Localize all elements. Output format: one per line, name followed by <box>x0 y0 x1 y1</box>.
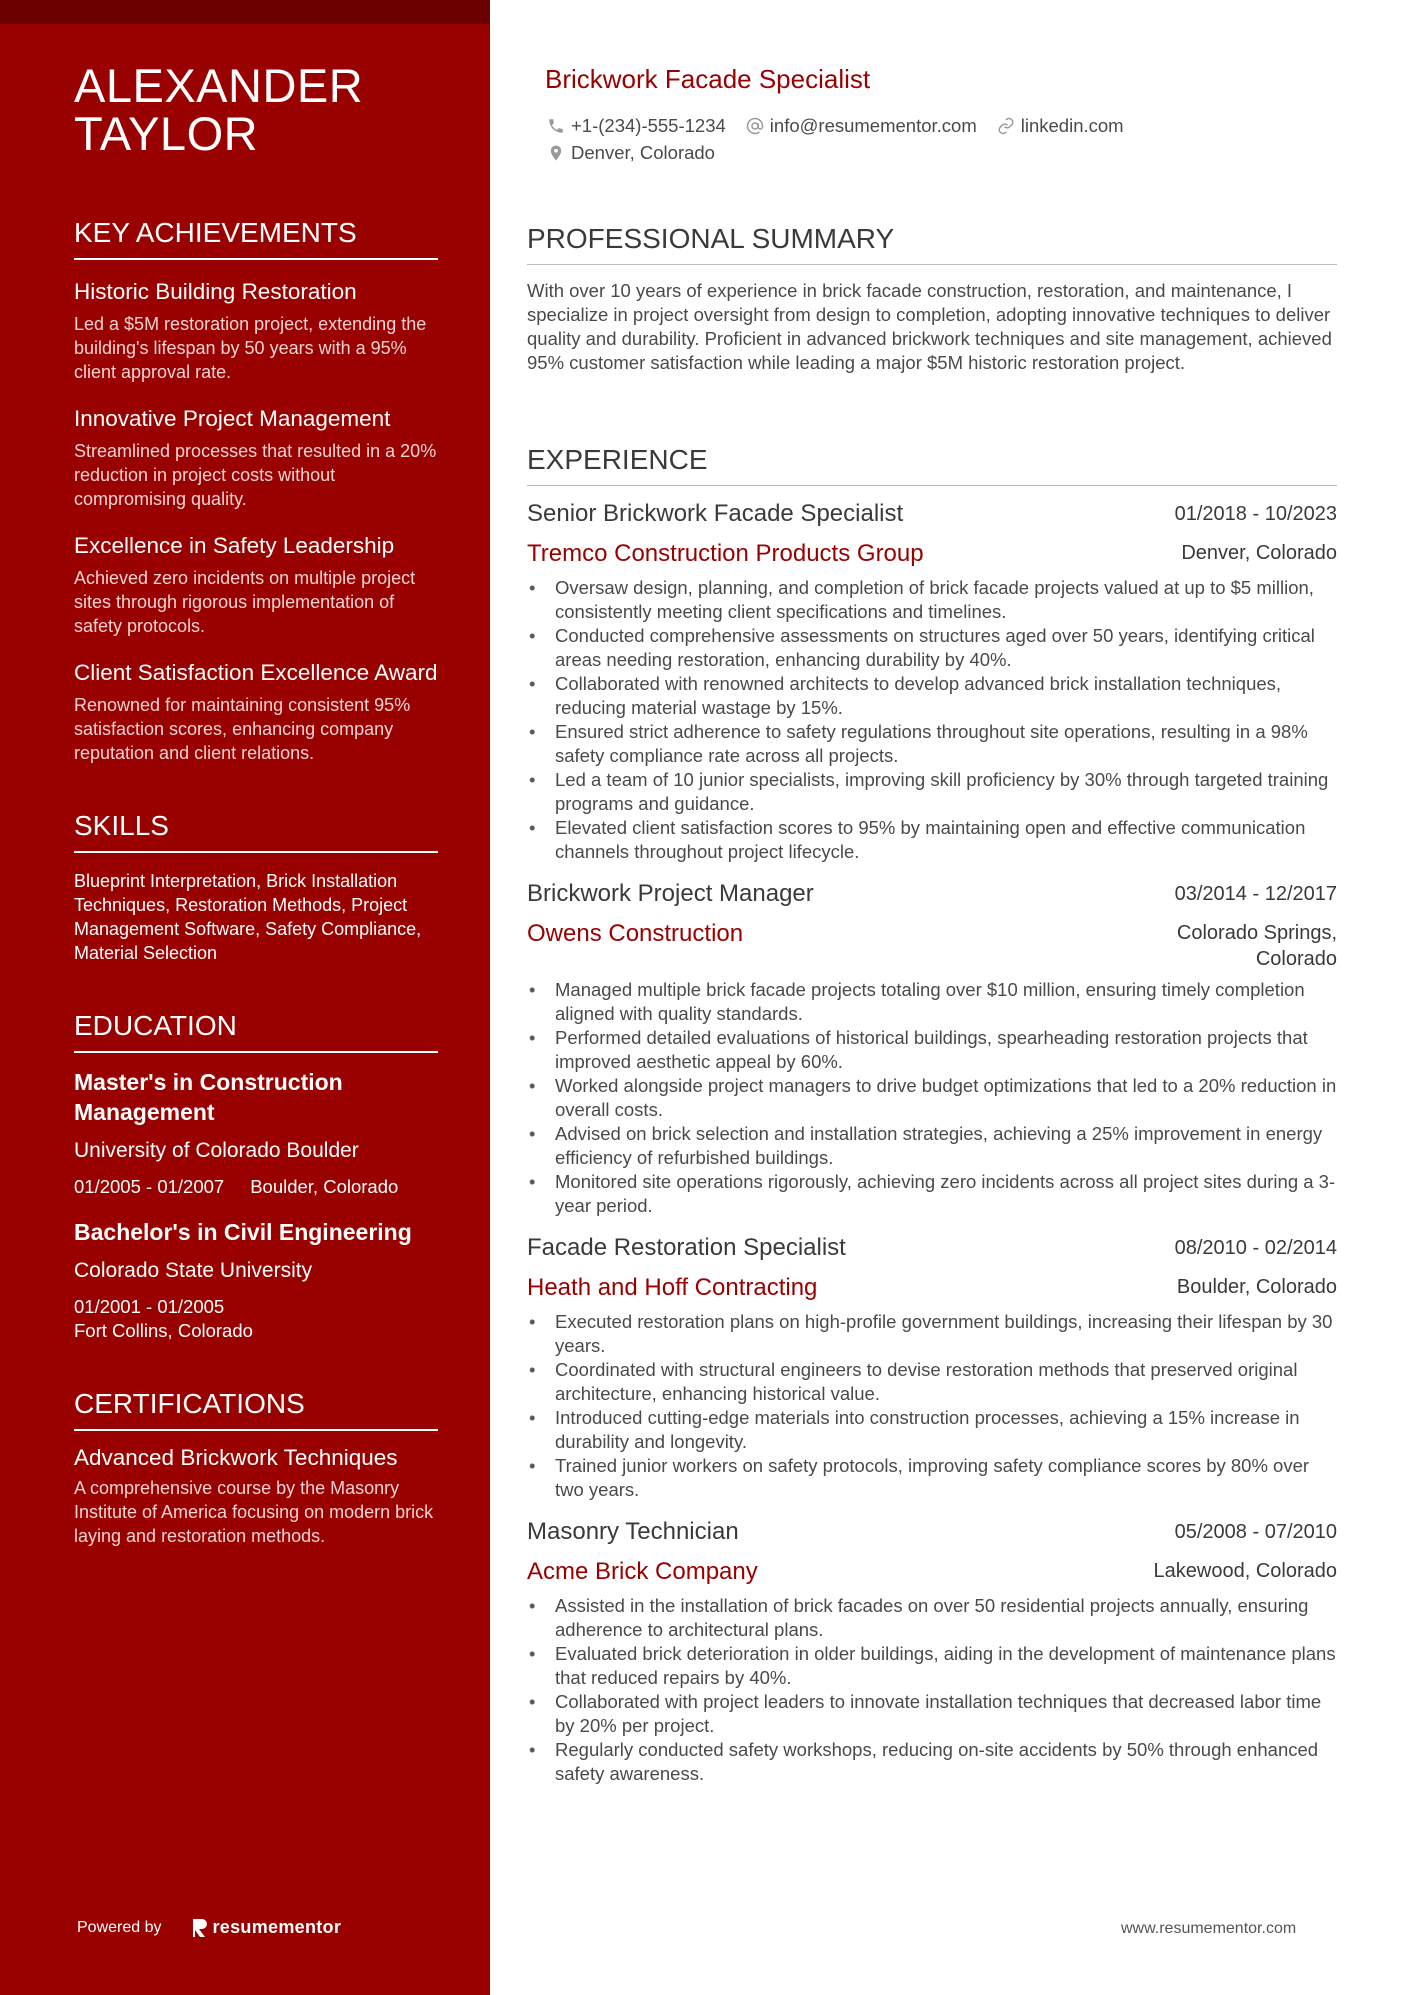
at-sign-icon <box>746 117 764 135</box>
achievement-title: Excellence in Safety Leadership <box>74 533 395 558</box>
job-dates: 05/2008 - 07/2010 <box>1174 1521 1337 1543</box>
list-item: • Collaborated with project leaders to innovate installation techniques that decreased labor time by 20% per project. <box>527 1690 1337 1738</box>
achievement-item <box>74 277 438 384</box>
candidate-name: ALEXANDER TAYLOR <box>74 59 364 160</box>
job-entry <box>527 1516 1337 1786</box>
achievement-item <box>74 531 438 638</box>
contact-location <box>547 142 715 164</box>
job-location: Boulder, Colorado <box>1176 1276 1337 1298</box>
certifications-section <box>74 1387 438 1548</box>
contact-linkedin[interactable] <box>997 115 1124 137</box>
list-item: • Led a team of 10 junior specialists, improving skill proficiency by 30% through targeted training programs and guidance. <box>527 768 1337 816</box>
list-item: • Advised on brick selection and installation strategies, achieving a 25% improvement in energy efficiency of refurbished buildings. <box>527 1122 1337 1170</box>
education-heading: EDUCATION <box>74 1009 438 1053</box>
powered-by <box>77 1917 341 1938</box>
list-item: • Conducted comprehensive assessments on structures aged over 50 years, identifying critical areas needing restoration, enhancing durability by 40%. <box>527 624 1337 672</box>
company-name: Acme Brick Company <box>527 1558 758 1585</box>
sidebar <box>0 0 490 1995</box>
job-title: Facade Restoration Specialist <box>527 1234 846 1261</box>
job-dates: 01/2018 - 10/2023 <box>1174 503 1337 525</box>
education-item <box>74 1217 438 1343</box>
job-bullets <box>527 1594 1337 1786</box>
job-entry <box>527 498 1337 864</box>
job-entry <box>527 878 1337 1218</box>
company-name: Owens Construction <box>527 920 744 947</box>
education-meta <box>74 1175 438 1199</box>
list-item: • Ensured strict adherence to safety regulations throughout site operations, resulting in a 98% safety compliance rate across all projects. <box>527 720 1337 768</box>
skills-list: Blueprint Interpretation, Brick Installation Techniques, Restoration Methods, Project Management Software, Safety Compliance, Material Selection <box>74 871 422 963</box>
footer-url[interactable]: www.resumementor.com <box>1121 1920 1297 1937</box>
education-school: University of Colorado Boulder <box>74 1139 359 1162</box>
brand-name: resumementor <box>212 1917 342 1937</box>
job-location: Colorado Springs, Colorado <box>1176 922 1337 970</box>
education-degree: Bachelor's in Civil Engineering <box>74 1219 412 1245</box>
list-item: • Elevated client satisfaction scores to 95% by maintaining open and effective communication channels throughout project lifecycle. <box>527 816 1337 864</box>
contact-info <box>547 112 1307 166</box>
contact-email[interactable] <box>746 115 977 137</box>
job-dates: 08/2010 - 02/2014 <box>1174 1237 1337 1259</box>
powered-by-label: Powered by <box>77 1918 162 1936</box>
link-icon <box>997 117 1015 135</box>
education-dates: 01/2001 - 01/2005 <box>74 1296 225 1317</box>
experience-heading: EXPERIENCE <box>527 443 1337 486</box>
list-item: • Managed multiple brick facade projects totaling over $10 million, ensuring timely completion aligned with quality standards. <box>527 978 1337 1026</box>
achievement-desc: Renowned for maintaining consistent 95% satisfaction scores, enhancing company reputation and client relations. <box>74 695 411 763</box>
achievement-item <box>74 404 438 511</box>
summary-text: With over 10 years of experience in brick facade construction, restoration, and maintenance, I specialize in project oversight from design to completion, adopting innovative techniques to deliver quality and durability. Proficient in advanced brickwork techniques and site management, achieved 95% customer satisfaction while leading a major $5M historic restoration project. <box>527 280 1332 373</box>
job-title: Senior Brickwork Facade Specialist <box>527 500 904 527</box>
achievements-section <box>74 216 438 765</box>
phone-icon <box>547 117 565 135</box>
experience-section <box>527 443 1337 1786</box>
list-item: • Coordinated with structural engineers to devise restoration methods that preserved original architecture, enhancing historical value. <box>527 1358 1337 1406</box>
education-degree: Master's in Construction Management <box>74 1069 343 1125</box>
job-bullets <box>527 1310 1337 1502</box>
brand-mark-icon <box>192 1918 208 1938</box>
skills-section <box>74 809 438 965</box>
job-dates: 03/2014 - 12/2017 <box>1174 883 1337 905</box>
education-location: Boulder, Colorado <box>250 1176 399 1197</box>
list-item: • Executed restoration plans on high-profile government buildings, increasing their lifespan by 30 years. <box>527 1310 1337 1358</box>
summary-heading: PROFESSIONAL SUMMARY <box>527 222 1337 265</box>
summary-section <box>527 222 1337 375</box>
certification-desc: A comprehensive course by the Masonry Institute of America focusing on modern brick laying and restoration methods. <box>74 1478 434 1546</box>
phone-text: +1-(234)-555-1234 <box>571 114 726 136</box>
certification-title: Advanced Brickwork Techniques <box>74 1445 398 1470</box>
list-item: • Introduced cutting-edge materials into construction processes, achieving a 15% increase in durability and longevity. <box>527 1406 1337 1454</box>
list-item: • Worked alongside project managers to drive budget optimizations that led to a 20% reduction in overall costs. <box>527 1074 1337 1122</box>
list-item: • Assisted in the installation of brick facades on over 50 residential projects annually, ensuring adherence to architectural plans. <box>527 1594 1337 1642</box>
education-item <box>74 1067 438 1199</box>
email-text: info@resumementor.com <box>769 114 977 136</box>
company-name: Tremco Construction Products Group <box>527 540 924 567</box>
achievement-desc: Streamlined processes that resulted in a 20% reduction in project costs without compromising quality. <box>74 441 437 509</box>
achievement-title: Historic Building Restoration <box>74 279 357 304</box>
list-item: • Performed detailed evaluations of historical buildings, spearheading restoration projects that improved aesthetic appeal by 60%. <box>527 1026 1337 1074</box>
achievement-desc: Led a $5M restoration project, extending the building's lifespan by 50 years with a 95% client approval rate. <box>74 314 427 382</box>
achievement-title: Client Satisfaction Excellence Award <box>74 660 438 685</box>
achievement-title: Innovative Project Management <box>74 406 391 431</box>
list-item: • Regularly conducted safety workshops, reducing on-site accidents by 50% through enhanced safety awareness. <box>527 1738 1337 1786</box>
education-dates: 01/2005 - 01/2007 <box>74 1176 225 1197</box>
job-title: Masonry Technician <box>527 1518 739 1545</box>
job-location: Lakewood, Colorado <box>1153 1560 1337 1582</box>
job-bullets <box>527 576 1337 864</box>
job-entry <box>527 1232 1337 1502</box>
brand-logo[interactable] <box>192 1917 342 1938</box>
certifications-heading: CERTIFICATIONS <box>74 1387 438 1431</box>
list-item: • Monitored site operations rigorously, achieving zero incidents across all project sites during a 3-year period. <box>527 1170 1337 1218</box>
skills-heading: SKILLS <box>74 809 438 853</box>
job-headline: Brickwork Facade Specialist <box>545 64 871 94</box>
list-item: • Trained junior workers on safety protocols, improving safety compliance scores by 80% over two years. <box>527 1454 1337 1502</box>
location-text: Denver, Colorado <box>571 141 715 163</box>
achievements-heading: KEY ACHIEVEMENTS <box>74 216 438 260</box>
education-meta <box>74 1295 438 1343</box>
job-location: Denver, Colorado <box>1181 542 1337 564</box>
sidebar-top-strip <box>0 0 490 24</box>
education-school: Colorado State University <box>74 1259 313 1282</box>
list-item: • Evaluated brick deterioration in older buildings, aiding in the development of maintenance plans that reduced repairs by 40%. <box>527 1642 1337 1690</box>
education-location: Fort Collins, Colorado <box>74 1320 253 1341</box>
list-item: • Collaborated with renowned architects to develop advanced brick installation techniques, reducing material wastage by 15%. <box>527 672 1337 720</box>
list-item: • Oversaw design, planning, and completion of brick facade projects valued at up to $5 million, consistently meeting client specifications and timelines. <box>527 576 1337 624</box>
location-pin-icon <box>547 144 565 162</box>
job-title: Brickwork Project Manager <box>527 880 814 907</box>
achievement-desc: Achieved zero incidents on multiple project sites through rigorous implementation of safety protocols. <box>74 568 416 636</box>
achievement-item <box>74 658 438 765</box>
education-section <box>74 1009 438 1343</box>
company-name: Heath and Hoff Contracting <box>527 1274 818 1301</box>
linkedin-text: linkedin.com <box>1020 114 1124 136</box>
job-bullets <box>527 978 1337 1218</box>
contact-phone[interactable] <box>547 115 726 137</box>
